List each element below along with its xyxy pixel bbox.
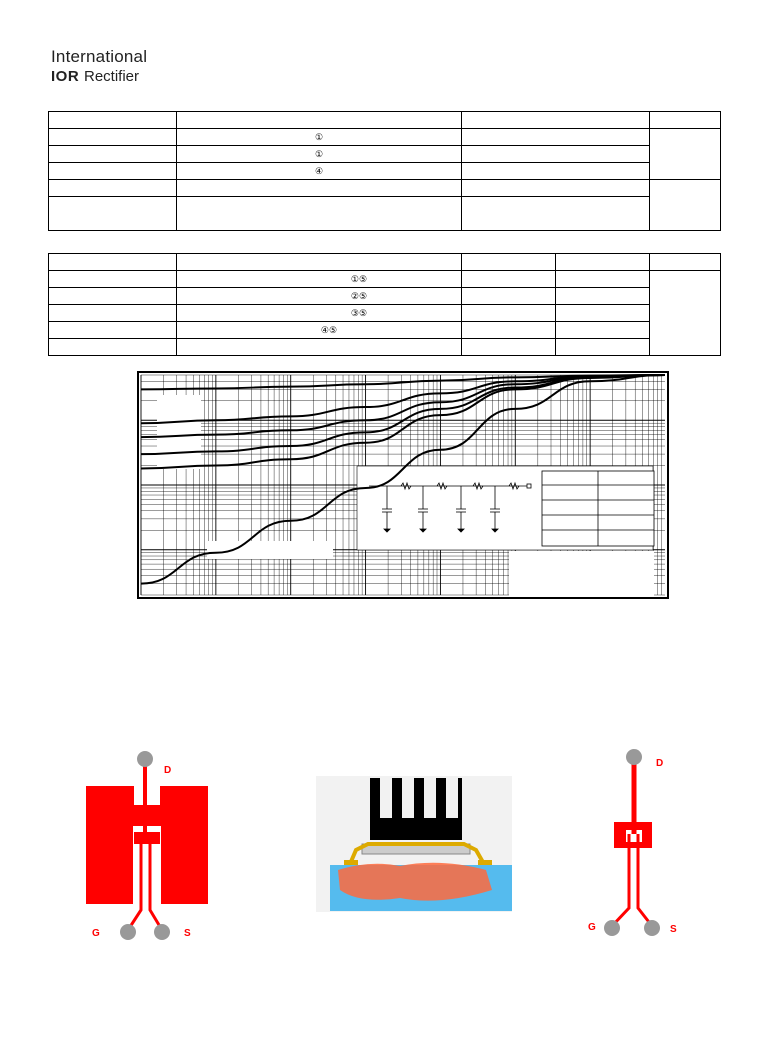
table-cell bbox=[49, 271, 177, 288]
device-pad bbox=[134, 832, 160, 844]
table-cell bbox=[49, 322, 177, 339]
table-cell bbox=[49, 112, 177, 129]
source-pin bbox=[154, 924, 170, 940]
table-cell bbox=[556, 288, 650, 305]
table-cell bbox=[556, 339, 650, 356]
table-cell bbox=[49, 146, 177, 163]
table-cell bbox=[650, 112, 721, 129]
table-cell bbox=[462, 129, 650, 146]
table-cell bbox=[49, 163, 177, 180]
table-cell bbox=[49, 129, 177, 146]
solder-right bbox=[478, 860, 492, 865]
rc-parameter-table bbox=[542, 471, 654, 546]
table-row bbox=[49, 271, 721, 288]
logo-text-ior: IOR bbox=[51, 68, 80, 85]
table-row bbox=[49, 146, 721, 163]
solder-left bbox=[344, 860, 358, 865]
table-cell bbox=[177, 197, 462, 231]
table-cell bbox=[49, 180, 177, 197]
table-cell bbox=[462, 271, 556, 288]
gate-pin bbox=[604, 920, 620, 936]
table-row bbox=[49, 339, 721, 356]
drain-label: D bbox=[656, 758, 664, 769]
table-cell bbox=[49, 339, 177, 356]
gate-pin bbox=[120, 924, 136, 940]
gate-label: G bbox=[588, 922, 596, 933]
table-row bbox=[49, 288, 721, 305]
drain-pin bbox=[626, 749, 642, 765]
logo-text-international: International bbox=[51, 47, 148, 66]
table-row bbox=[49, 163, 721, 180]
table-row bbox=[49, 322, 721, 339]
spec-table-2 bbox=[48, 253, 721, 356]
table-cell bbox=[462, 305, 556, 322]
logo-text-rectifier: Rectifier bbox=[84, 68, 140, 85]
thermal-impedance-chart bbox=[137, 371, 669, 599]
table-cell bbox=[177, 254, 462, 271]
drain-pin bbox=[137, 751, 153, 767]
table-cell bbox=[177, 112, 462, 129]
spec-table-1 bbox=[48, 111, 721, 231]
table-cell bbox=[177, 129, 462, 146]
note-mark: ① bbox=[314, 131, 324, 142]
table-cell-merged bbox=[650, 271, 721, 356]
table-row bbox=[49, 180, 721, 197]
table-row bbox=[49, 197, 721, 231]
table-row bbox=[49, 129, 721, 146]
table-cell bbox=[462, 197, 650, 231]
table-cell bbox=[462, 322, 556, 339]
heatsink-cross-section bbox=[316, 776, 512, 912]
legend-mask bbox=[157, 395, 201, 469]
table-cell bbox=[462, 112, 650, 129]
table-cell bbox=[556, 254, 650, 271]
table-cell bbox=[177, 180, 462, 197]
table-cell bbox=[462, 254, 556, 271]
table-cell bbox=[556, 322, 650, 339]
table-cell bbox=[177, 322, 462, 339]
table-cell bbox=[49, 254, 177, 271]
note-mark: ④⑤ bbox=[320, 324, 338, 335]
table-cell bbox=[49, 288, 177, 305]
table-cell bbox=[49, 305, 177, 322]
table-cell bbox=[462, 146, 650, 163]
note-mark: ① bbox=[314, 148, 324, 159]
note-mark: ③⑤ bbox=[350, 307, 368, 318]
table-cell bbox=[177, 288, 462, 305]
table-cell bbox=[177, 305, 462, 322]
table-cell bbox=[177, 271, 462, 288]
table-cell bbox=[462, 180, 650, 197]
table-cell bbox=[650, 254, 721, 271]
table-row bbox=[49, 254, 721, 271]
table-cell bbox=[462, 288, 556, 305]
source-pin bbox=[644, 920, 660, 936]
table-cell bbox=[177, 146, 462, 163]
source-label: S bbox=[670, 924, 677, 935]
source-label: S bbox=[184, 928, 191, 939]
annotation-mask bbox=[207, 541, 333, 559]
note-mark: ④ bbox=[314, 165, 324, 176]
note-mark: ②⑤ bbox=[350, 290, 368, 301]
mounting-illustrations bbox=[0, 730, 768, 970]
table-cell bbox=[462, 339, 556, 356]
drain-label: D bbox=[164, 765, 172, 776]
table-cell bbox=[49, 197, 177, 231]
table-row bbox=[49, 305, 721, 322]
table-cell bbox=[177, 339, 462, 356]
note-mark: ①⑤ bbox=[350, 273, 368, 284]
table-row bbox=[49, 112, 721, 129]
footprint-large bbox=[86, 751, 208, 940]
table-cell-merged bbox=[650, 129, 721, 180]
footprint-small bbox=[588, 749, 677, 936]
heat-spread bbox=[338, 863, 492, 901]
table-cell bbox=[177, 163, 462, 180]
gate-label: G bbox=[92, 928, 100, 939]
note-mask bbox=[509, 551, 654, 596]
company-logo bbox=[51, 47, 171, 87]
table-cell bbox=[556, 271, 650, 288]
table-cell-merged bbox=[650, 180, 721, 231]
table-cell bbox=[556, 305, 650, 322]
table-cell bbox=[462, 163, 650, 180]
